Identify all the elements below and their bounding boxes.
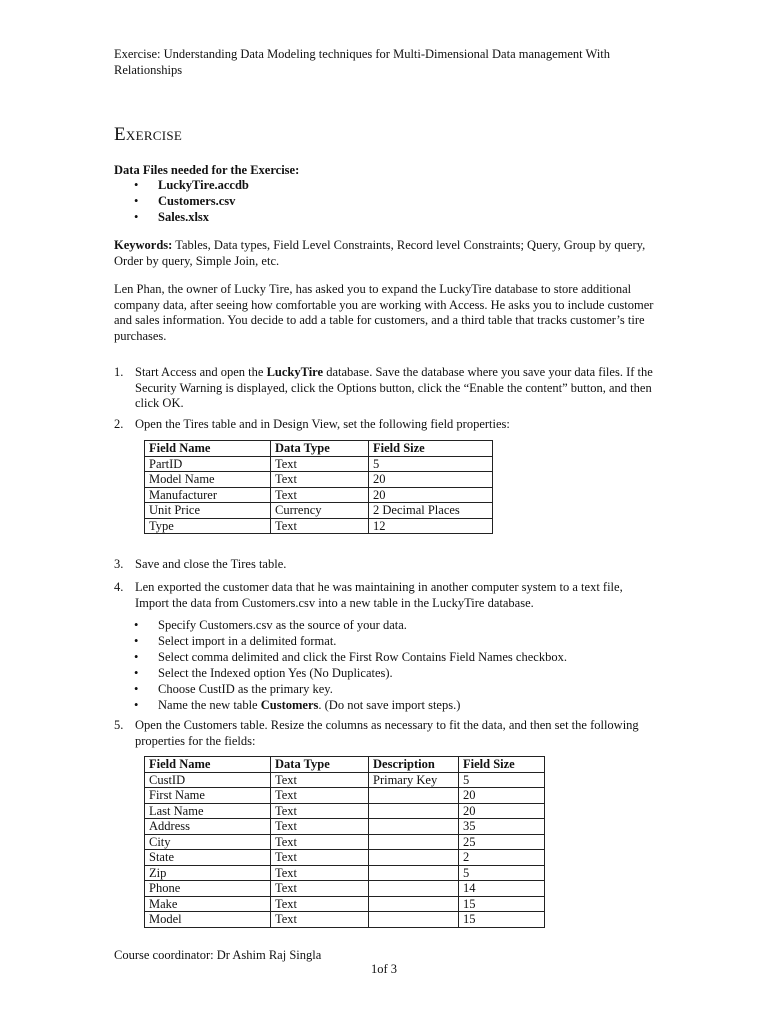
table-cell: Text (271, 472, 369, 488)
table-row (145, 803, 545, 819)
list-item: • Select comma delimited and click the First Row Contains Field Names checkbox. (114, 649, 567, 665)
table-cell: Text (271, 518, 369, 534)
step-number: 4. (114, 580, 124, 594)
table-cell (369, 865, 459, 881)
table-cell: 15 (459, 896, 545, 912)
keywords-text: Tables, Data types, Field Level Constraints, Record level Constraints; Query, Group by query, Order by query, Simple Join, etc. (114, 238, 646, 268)
step-5 (114, 718, 654, 749)
table-cell: 15 (459, 912, 545, 928)
table-cell (369, 819, 459, 835)
table-row (145, 503, 493, 519)
table-cell (369, 834, 459, 850)
table-cell: Text (271, 850, 369, 866)
table-cell: 12 (369, 518, 493, 534)
table-cell: Text (271, 487, 369, 503)
column-header: Field Name (145, 441, 271, 457)
list-item: • Select the Indexed option Yes (No Duplicates). (114, 665, 567, 681)
table-cell: 20 (369, 487, 493, 503)
table-row (145, 834, 545, 850)
table-cell: 14 (459, 881, 545, 897)
table-cell: Primary Key (369, 772, 459, 788)
page-number: 1of 3 (370, 962, 398, 976)
table-cell (369, 803, 459, 819)
table-cell: Last Name (145, 803, 271, 819)
table-row (145, 896, 545, 912)
list-item: • Select import in a delimited format. (114, 633, 567, 649)
table-cell (369, 881, 459, 897)
table-row (145, 456, 493, 472)
column-header: Field Size (459, 757, 545, 773)
data-file-item: • Customers.csv (114, 193, 249, 209)
table-cell: Type (145, 518, 271, 534)
table-cell: Make (145, 896, 271, 912)
table-cell: 20 (369, 472, 493, 488)
table-cell: City (145, 834, 271, 850)
step-number: 5. (114, 718, 124, 732)
step-text: Save and close the Tires table. (135, 557, 287, 571)
step-text: Start Access and open the LuckyTire database. Save the database where you save your data files. If the Security Warning is displayed, click the Options button, click the “Enable the content” button, and then click OK. (135, 365, 653, 410)
table-row (145, 472, 493, 488)
step-4 (114, 580, 654, 611)
table-cell: Model (145, 912, 271, 928)
table-row (145, 912, 545, 928)
column-header: Data Type (271, 757, 369, 773)
table-cell: 25 (459, 834, 545, 850)
section-title: Exercise (114, 124, 183, 145)
data-file-item: • Sales.xlsx (114, 209, 249, 225)
column-header: Data Type (271, 441, 369, 457)
customers-field-table (144, 756, 545, 928)
list-item: • Specify Customers.csv as the source of your data. (114, 617, 567, 633)
table-row (145, 487, 493, 503)
table-cell: First Name (145, 788, 271, 804)
table-cell: CustID (145, 772, 271, 788)
table-row (145, 819, 545, 835)
step-number: 3. (114, 557, 124, 571)
table-row (145, 865, 545, 881)
table-header-row (145, 757, 545, 773)
intro-paragraph: Len Phan, the owner of Lucky Tire, has asked you to expand the LuckyTire database to store additional company data, after seeing how comfortable you are working with Access. He asks you to include customer and sales information. You decide to add a table for customers, and a third table that tracks customer’s tire purchases. (114, 282, 654, 343)
table-header-row (145, 441, 493, 457)
table-cell: Text (271, 834, 369, 850)
table-cell: Manufacturer (145, 487, 271, 503)
tires-field-table (144, 440, 493, 534)
step-text: Open the Tires table and in Design View, set the following field properties: (135, 417, 510, 431)
table-cell: Text (271, 896, 369, 912)
table-cell: Text (271, 788, 369, 804)
table-cell: 5 (459, 772, 545, 788)
data-file-item: • LuckyTire.accdb (114, 177, 249, 193)
table-row (145, 772, 545, 788)
step-number: 1. (114, 365, 124, 379)
step-text: Len exported the customer data that he was maintaining in another computer system to a text file, Import the data from Customers.csv into a new table in the LuckyTire database. (135, 580, 623, 610)
table-cell: Currency (271, 503, 369, 519)
table-cell (369, 896, 459, 912)
table-cell (369, 850, 459, 866)
data-files-list (114, 177, 249, 225)
column-header: Description (369, 757, 459, 773)
table-cell: 2 (459, 850, 545, 866)
table-cell: Model Name (145, 472, 271, 488)
table-cell: Text (271, 772, 369, 788)
step-2 (114, 417, 654, 433)
table-row (145, 518, 493, 534)
table-cell: 5 (459, 865, 545, 881)
table-cell: Text (271, 819, 369, 835)
table-cell: Text (271, 912, 369, 928)
data-files-heading: Data Files needed for the Exercise: (114, 163, 300, 177)
list-item: • Name the new table Customers. (Do not save import steps.) (114, 697, 567, 713)
table-cell: State (145, 850, 271, 866)
column-header: Field Size (369, 441, 493, 457)
step-number: 2. (114, 417, 124, 431)
table-cell: 5 (369, 456, 493, 472)
table-cell: Text (271, 865, 369, 881)
table-cell: 35 (459, 819, 545, 835)
column-header: Field Name (145, 757, 271, 773)
table-cell (369, 788, 459, 804)
table-cell: Text (271, 456, 369, 472)
table-row (145, 850, 545, 866)
table-cell: Zip (145, 865, 271, 881)
step-text: Open the Customers table. Resize the columns as necessary to fit the data, and then set the following properties for the fields: (135, 718, 639, 748)
table-cell: 2 Decimal Places (369, 503, 493, 519)
footer-coordinator: Course coordinator: Dr Ashim Raj Singla (114, 948, 322, 962)
step-3 (114, 557, 654, 573)
table-cell: PartID (145, 456, 271, 472)
table-cell: Unit Price (145, 503, 271, 519)
keywords-label: Keywords: (114, 238, 173, 252)
table-cell: Text (271, 881, 369, 897)
table-row (145, 881, 545, 897)
step-1 (114, 365, 654, 412)
table-cell: 20 (459, 803, 545, 819)
table-cell: Phone (145, 881, 271, 897)
document-header: Exercise: Understanding Data Modeling techniques for Multi-Dimensional Data management With Relationships (114, 47, 611, 77)
table-cell: Text (271, 803, 369, 819)
keywords-paragraph (114, 237, 654, 269)
table-cell (369, 912, 459, 928)
table-cell: 20 (459, 788, 545, 804)
table-row (145, 788, 545, 804)
list-item: • Choose CustID as the primary key. (114, 681, 567, 697)
table-cell: Address (145, 819, 271, 835)
import-steps-list (114, 617, 567, 713)
